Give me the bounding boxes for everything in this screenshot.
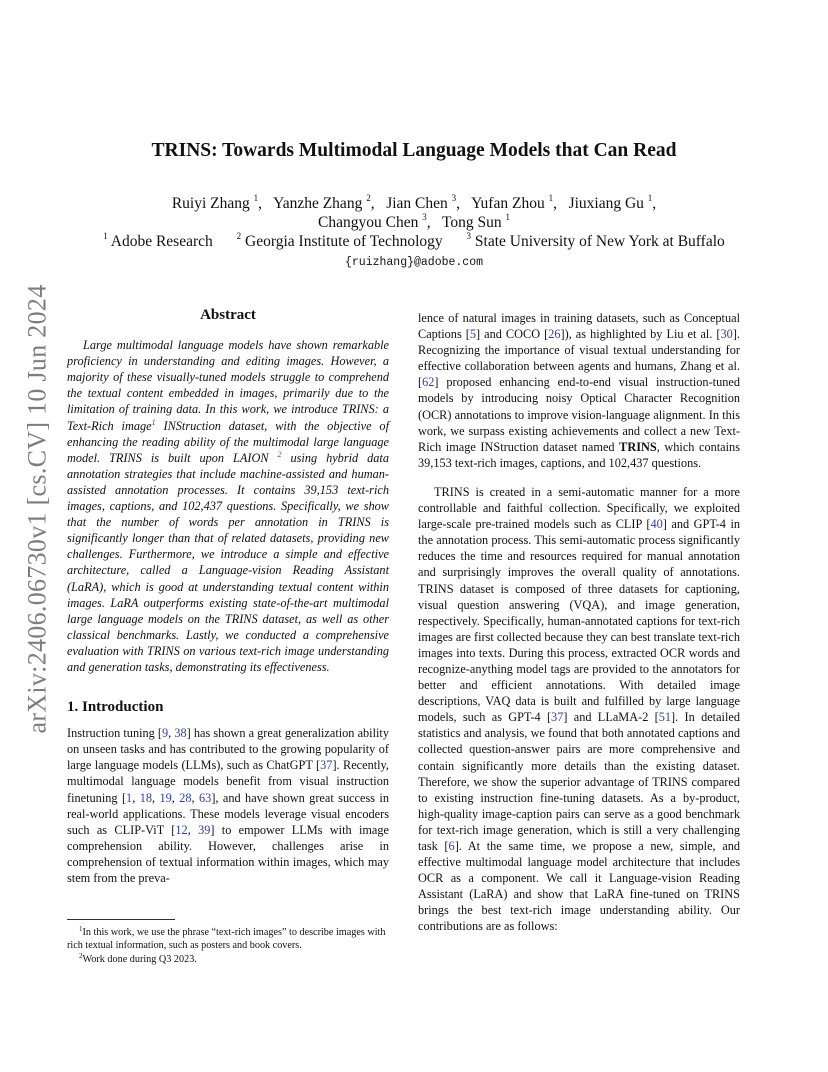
citation-link[interactable]: 1 (126, 790, 133, 805)
affiliation-name: Adobe Research (110, 233, 213, 250)
footnotes (67, 919, 389, 967)
citation-link[interactable]: 12 (175, 822, 188, 837)
abstract-text (67, 337, 389, 675)
text-run: , (168, 726, 175, 741)
dataset-name: TRINS (619, 439, 657, 454)
text-run: ] and GPT-4 in the annotation process. This semi-automatic process significantly reduces the time and resources required for manual annotation and surprisingly improves the overall quality of annotations. TRINS dataset is composed of three datasets for captioning, visual question answering (VQA), and image generation, respectively. Specifically, human-annotated captions for text-rich images are first collected because they can best translate text-rich images into texts. During this process, extracted OCR words and recognize-anything model tags are provided to the annotators for better and efficient annotations. With detailed image descriptions, VAQ data is built and fulfilled by large language models, such as GPT-4 [ (418, 517, 741, 725)
abstract-text-part: INStruction dataset, with the objective of enhancing the reading ability of the multimodal large language model. TRINS is built upon LAION (67, 418, 389, 465)
text-run: ]. Recently, multimodal language models benefit from visual instruction finetuning [ (67, 758, 389, 805)
text-run: , (151, 790, 160, 805)
citation-link[interactable]: 37 (551, 710, 564, 725)
footnote-text: Work done during Q3 2023. (82, 954, 197, 965)
citation-link[interactable]: 6 (448, 839, 455, 853)
author-name: Tong Sun (441, 213, 502, 231)
affiliation (237, 233, 443, 250)
citation-link[interactable]: 19 (159, 790, 172, 805)
citation-link[interactable]: 18 (139, 790, 152, 805)
introduction-paragraph (67, 725, 389, 886)
left-column (67, 307, 389, 886)
affiliation-mark: 2 (236, 231, 242, 241)
footnote-mark: 1 (79, 925, 83, 933)
text-run: ] and LLaMA-2 [ (563, 710, 659, 725)
affiliation-mark: 3 (466, 231, 472, 241)
contact-email: {ruizhang}@adobe.com (344, 256, 484, 269)
footnote (67, 953, 389, 966)
author-name: Ruiyi Zhang (171, 195, 250, 212)
citation-link[interactable]: 9 (162, 726, 169, 741)
author-name: Yufan Zhou (471, 195, 545, 212)
author-affiliation-mark: 1 (647, 193, 653, 203)
text-run: TRINS is created in a semi-automatic manner for a more controllable and faithful collection. Specifically, we exploited large-scale pre-trained models such as CLIP [ (418, 484, 740, 532)
text-run: ], and have shown great success in real-world applications. These models leverage visual encoders such as CLIP-ViT [ (67, 790, 390, 837)
citation-link[interactable]: 28 (179, 790, 192, 805)
citation-link[interactable]: 40 (650, 517, 663, 532)
text-run: Instruction tuning [ (67, 726, 163, 741)
author-name: Jian Chen (386, 195, 448, 212)
text-run: ] has shown a great generalization ability on unseen tasks and has contributed to the growing popularity of large language models (LLMs), such as ChatGPT [ (67, 726, 389, 773)
text-run: lence of natural images in training datasets, such as Conceptual Captions [ (418, 311, 740, 342)
author-affiliation-mark: 3 (451, 193, 457, 203)
trins-description-paragraph (418, 484, 740, 935)
author-name: Changyou Chen (318, 213, 419, 231)
affiliation-mark: 1 (103, 231, 108, 241)
footnote (67, 926, 389, 952)
text-run: , (187, 822, 199, 837)
citation-link[interactable]: 62 (422, 375, 435, 390)
affiliation (103, 233, 213, 250)
text-run: ]. At the same time, we propose a new, simple, and effective multimodal language model architecture that includes OCR as a component. We call it Language-vision Reading Assistant (LaRA) and show that LaRA fine-tuned on TRINS brings the best text-rich image understanding ability. Our contributions are as follows: (418, 839, 741, 934)
text-run: ]. In detailed statistics and analysis, we found that both annotated captions and collected question-answer pairs are more comprehensive and contain significantly more details than the existing dataset. Therefore, we show the superior advantage of TRINS compared to existing instruction fine-tuning datasets. As a by-product, high-quality image-caption pairs can serve as a good benchmark for text-rich image generation, which is still a very challenging task [ (418, 710, 740, 853)
author-list (110, 195, 718, 232)
author-affiliation-mark: 2 (366, 193, 371, 203)
author-affiliation-mark: 1 (253, 193, 259, 203)
author-affiliation-mark: 3 (422, 211, 427, 222)
citation-link[interactable]: 51 (658, 710, 672, 725)
citation-link[interactable]: 39 (198, 822, 211, 837)
abstract-text-part: using hybrid data annotation strategies that include machine-assisted and human-assisted annotation processes. It contains 39,153 text-rich images, captions, and 102,437 questions. Specifically, we show that the number of words per annotation in TRINS is significantly longer than that of related datasets, providing new challenges. Furthermore, we introduce a simple and effective architecture, called a Language-vision Reading Assistant (LaRA), which is good at understanding textual content within images. LaRA outperforms existing state-of-the-art multimodal large language models on the TRINS dataset, as well as other classical benchmarks. Lastly, we conducted a comprehensive evaluation with TRINS on various text-rich image understanding and generation tasks, demonstrating its effectiveness. (67, 450, 389, 674)
author-line-1: Ruiyi Zhang $^1$, Yanzhe Zhang $^2$, Jian Chen $^3$, Yufan Zhou $^1$, Jiuxiang Gu $^1$, (171, 193, 657, 212)
citation-link[interactable]: 37 (320, 758, 333, 773)
text-run: , (132, 790, 140, 805)
author-name: Jiuxiang Gu (568, 195, 644, 212)
affiliation (467, 233, 725, 250)
text-run: ] to empower LLMs with image comprehension ability. However, challenges arise in comprehension of textual information within images, which may stem from the preva- (67, 822, 389, 885)
author-affiliation-mark: 1 (548, 193, 554, 203)
affiliation-list (60, 233, 768, 251)
citation-link[interactable]: 38 (174, 726, 187, 741)
citation-link[interactable]: 63 (199, 790, 212, 805)
footnote-mark: 2 (79, 952, 83, 960)
footnote-divider (67, 919, 175, 920)
text-run: , which contains 39,153 text-rich images, captions, and 102,437 questions. (418, 439, 740, 470)
section-heading-introduction: 1. Introduction (67, 699, 164, 716)
text-run: ]. Recognizing the importance of visual textual understanding for effective collaboration between agents and humans, Zhang et al. [ (418, 327, 740, 390)
arxiv-identifier-text: arXiv:2406.06730v1 [cs.CV] 10 Jun 2024 (23, 284, 53, 734)
footnote-ref-link[interactable]: 1 (151, 417, 156, 427)
paper-title: TRINS: Towards Multimodal Language Models that Can Read (151, 140, 677, 161)
abstract-text-part: Large multimodal language models have shown remarkable proficiency in understanding and editing images. However, a majority of these visually-tuned models struggle to comprehend the textual content embedded in images, primarily due to the limitation of training data. In this work, we introduce TRINS: a Text-Rich image (67, 338, 389, 433)
text-run: , (191, 790, 200, 805)
text-run: ]), as highlighted by Liu et al. [ (560, 327, 721, 342)
introduction-paragraph-continued (418, 310, 740, 471)
right-column (418, 310, 740, 935)
arxiv-identifier (22, 284, 54, 734)
abstract-heading: Abstract (200, 307, 256, 323)
text-run: , (171, 790, 180, 805)
citation-link[interactable]: 30 (720, 327, 733, 342)
author-affiliation-mark: 1 (505, 211, 510, 222)
text-run: ] and COCO [ (476, 327, 549, 342)
citation-link[interactable]: 5 (469, 327, 477, 342)
text-run: ] proposed enhancing end-to-end visual instruction-tuned models by introducing noisy Optical Character Recognition (OCR) annotations to improve vision-language alignment. In this work, we surpass existing achievements and collect a new Text-Rich image INStruction dataset named (418, 375, 740, 454)
citation-link[interactable]: 26 (548, 327, 561, 342)
author-line-2: Changyou Chen $^3$, Tong Sun $^1$ (318, 211, 510, 231)
affiliation-name: Georgia Institute of Technology (245, 233, 443, 250)
footnote-ref-link[interactable]: 2 (277, 449, 282, 459)
author-name: Yanzhe Zhang (273, 195, 363, 212)
footnote-text: In this work, we use the phrase “text-rich images” to describe images with rich textual information, such as posters and book covers. (67, 927, 386, 951)
affiliation-name: State University of New York at Buffalo (474, 233, 725, 250)
